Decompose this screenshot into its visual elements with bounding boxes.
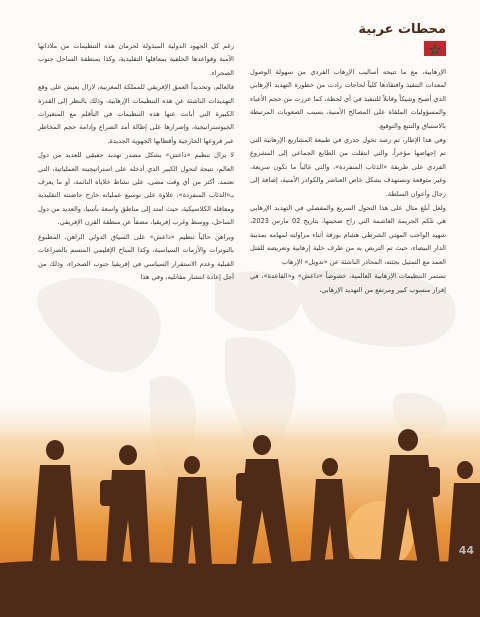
page-number: 44 [458,544,474,557]
article-paragraph: لا يزال تنظيم «داعش» يشكل مصدر تهديد حقيقي للعديد من دول العالم، نتيجة لتحول الكبير الذي أدخله على استراتيجيته العملياتية، التي تعتمد، أكثر من أي وقت مضى، على نشاط خلاياه النائمة، أو ما يعرف بـ«الذئاب المنفردة»، علاوة على توسيع عملياته خارج حاضنته التقليدية ومعاقله الكلاسيكية، حيث امتد إلى مناطق واسعة بآسيا، والعديد من دول الساحل، ووسط وغرب إفريقيا، مضفاً عن منطقة القرن الإفريقي. [38,151,234,227]
article-column-right [250,66,446,298]
morocco-flag-icon [424,41,446,56]
article-paragraph: ولعل أبلغ مثال على هذا التحول السريع والمفصلي في التهديد الإرهابي هي تلكم الجريمة الغاشمة التي راح ضحيتها، بتاريخ 02 مارس 2023، شهيد الواجب المهني الشرطي هشام بورقة أثناء مزاولته لمهامه بمدينة الدار البيضاء، حيث تم التربص به من طرف خلية إرهابية وتعريضه للقتل العمد مع التمثيل بجثته، المحاذر الناشئة عن «تدويل» الإرهاب [250,204,446,266]
article-paragraph: الإرهابية، مع ما تتيحه أساليب الإرهاب الفردي من سهولة الوصول لمعدات التنفيذ وافتقادها كلياً لحاجات زادت من خطورة التهديد الإرهابي الذي أصبح وشيكاً وقابلاً للتنفيذ في أي لحظة، كما عززت من حجم الأعباء والمسؤوليات الملقاة على المصالح الأمنية، بسبب الصعوبات المرتبطة بالاستباق والتتبع والتوقيع. [250,68,446,130]
article-column-left [38,40,234,285]
article-paragraph: وفي هذا الإطار، تم رصد تحول جذري في طبيعة المشاريع الإرهابية التي تم إجهاضها مؤخراً، والتي انتقلت من الطابع الجماعي إلى المشروع الفردي على طريقة «الذئاب المنفردة»، والتي غالباً ما تكون سريعة، وغير متوقعة وتستهدف بشكل خاص العناصر والكوادر الأمنية، إضافة إلى رجال وأعوان السلطة. [250,136,446,198]
sunset-silhouette-illustration [0,395,480,617]
article-paragraph: ويراهن حالياً تنظيم «داعش» على السياق الدولي الراهن، المطبوع بالتوترات والأزمات السياسية، وكذا المناخ الإقليمي المتسم بالصراعات القبلية وعدم الاستقرار السياسي في إفريقيا جنوب الصحراء، وذلك من أجل إعادة انتشار مقاتليه، وفي هذا [38,232,234,281]
section-title: محطات عربية [358,22,446,37]
section-header [358,22,446,56]
article-paragraph: فالعالم، وتحديداً العمق الإفريقي للمملكة المغربية، لازال يعيش على وقع التهديدات الناشئة عن هذه التنظيمات الإرهابية، وذلك بالنظر إلى القدرة الكبيرة التي أبانت عنها هذه التنظيمات في التأقلم مع المتغيرات الجيوستراتيجية، وإصرارها على إطالة أمد الصراع وإدامة حجم المخاطر عبر فروعها الخارجية وأقطابها الجهوية الجديدة. [38,83,234,145]
article-paragraph: رغم كل الجهود الدولية المبذولة لحرمان هذه التنظيمات من ملاذاتها الآمنة وقواعدها الخلفية بمعاقلها التقليدية، وكذا بمنطقة الساحل جنوب الصحراء. [38,42,234,77]
article-paragraph: تستمر التنظيمات الإرهابية العالمية، خصوصاً «داعش» و«القاعدة»، في إقرار منسوب كبير ومرتفع من التهديد الإرهابي، [250,272,446,294]
